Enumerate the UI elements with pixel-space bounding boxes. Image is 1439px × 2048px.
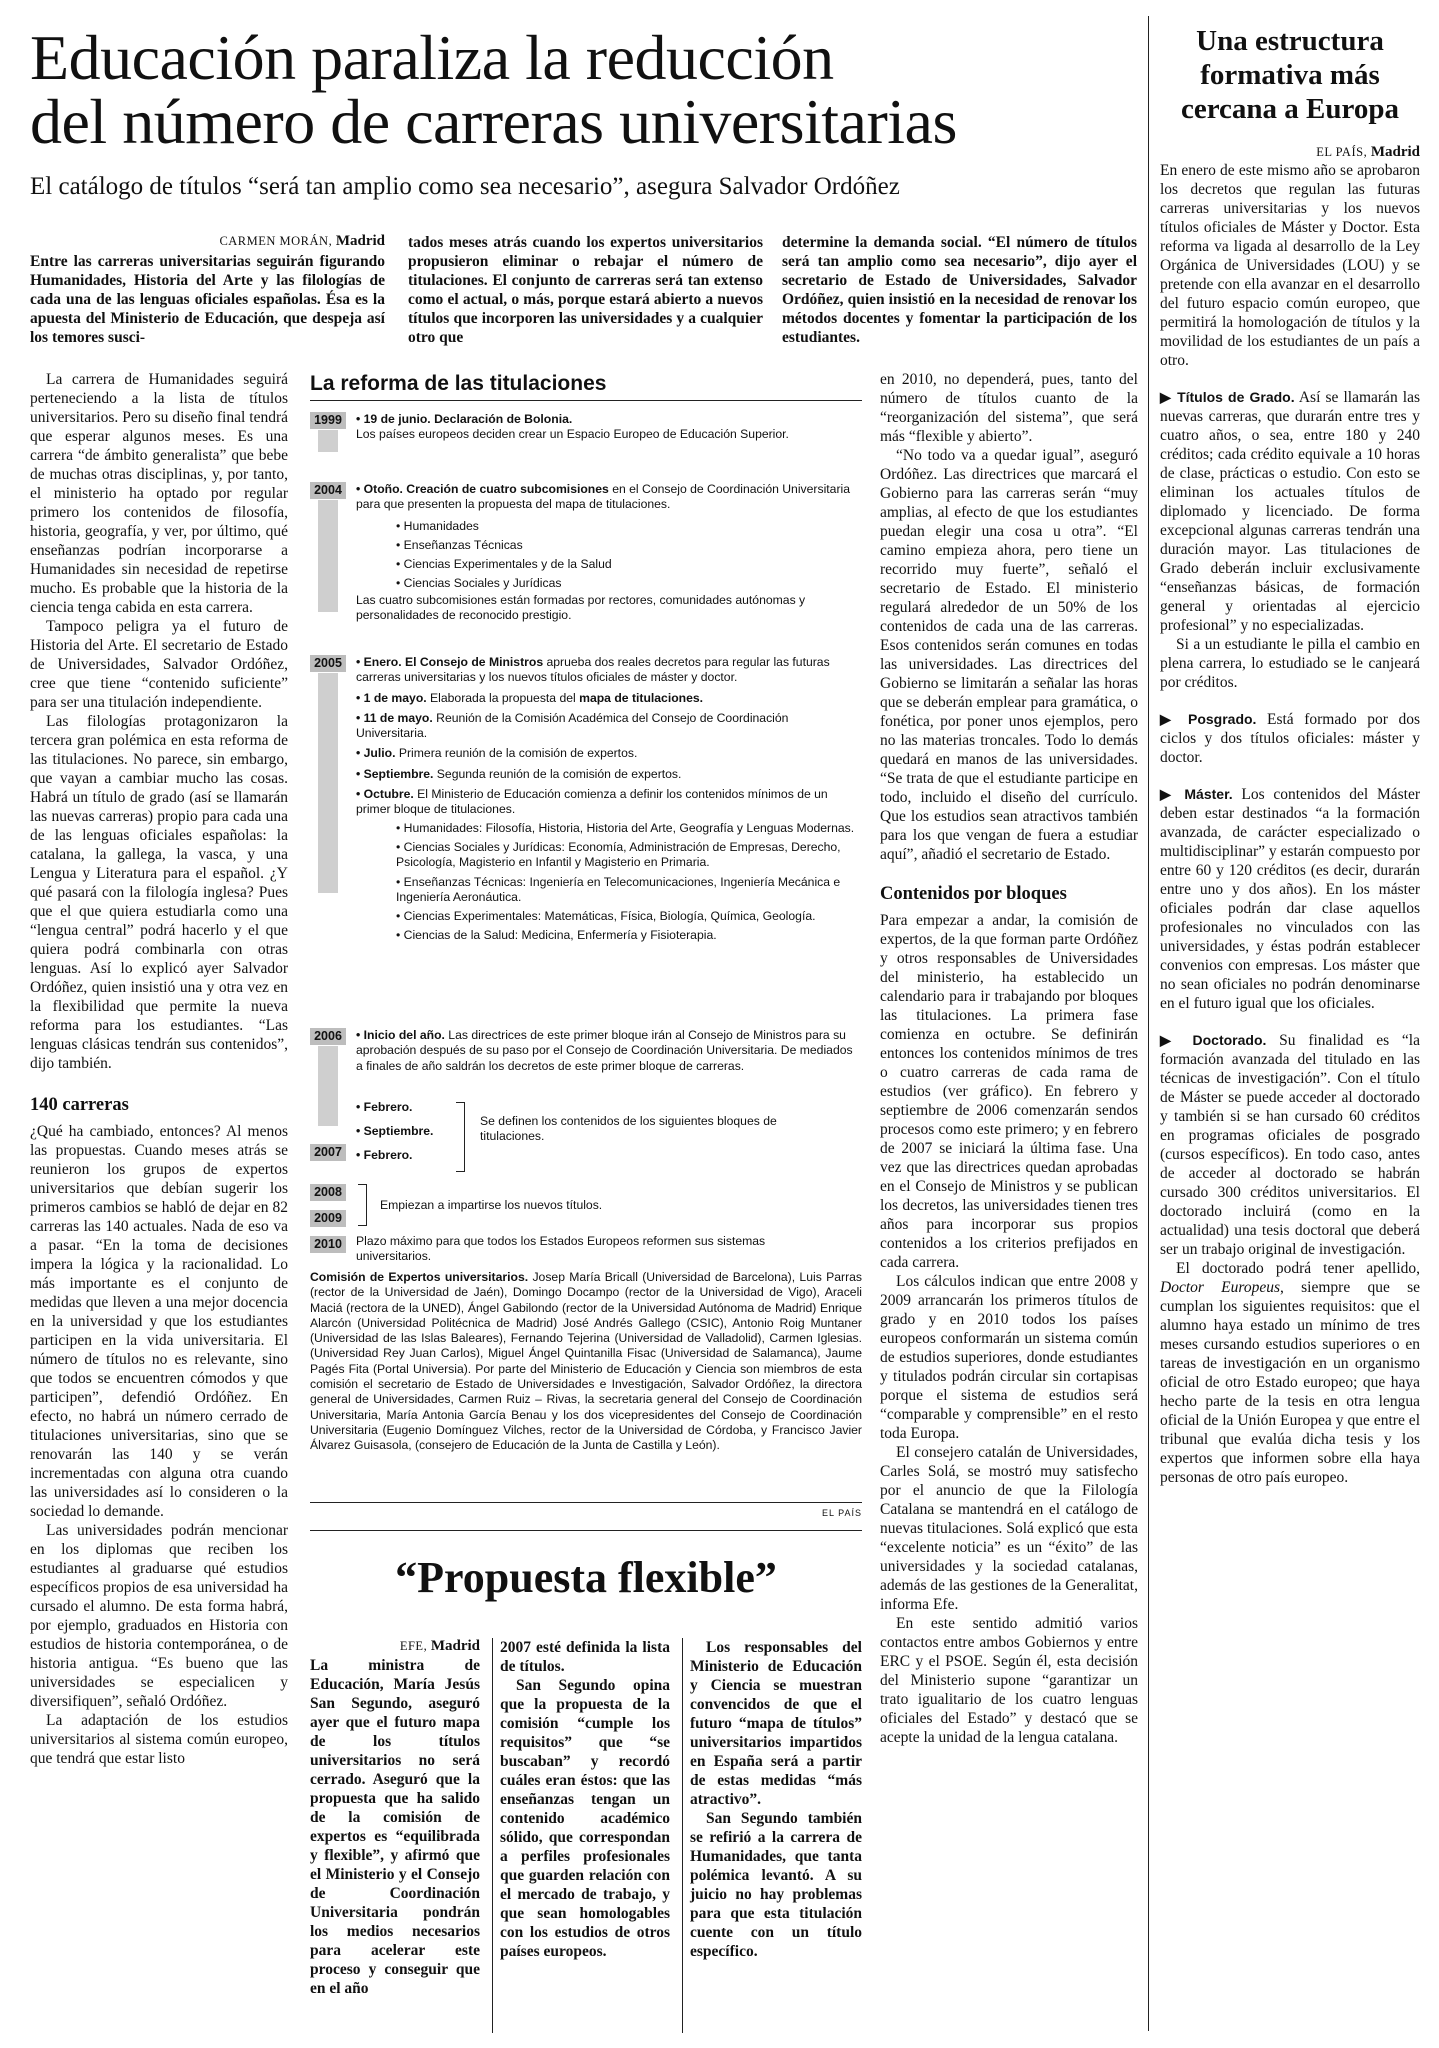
col3-paragraph: En este sentido admitió varios contactos entre ambos Gobiernos y entre ERC y el PSOE. Según él, esta decisión del Ministerio supone “garantizar un trato igualitario de los cuatro lenguas oficiales del Estado” y destacó que se acepte la unidad de la lengua catalana.: [880, 1615, 1138, 1746]
sidebar-divider: [1148, 16, 1149, 2031]
subcommission-list: [356, 517, 862, 593]
event-feb-2007: • Febrero.: [356, 1148, 413, 1162]
col3-paragraph: Para empezar a andar, la comisión de expertos, de la que forman parte Ordóñez y otros responsables de Universidades del ministerio, ha establecido un calendario para ir trabajando por bloques las titulaciones. La primera fase comienza en octubre. Se definirán entonces los contenidos mínimos de tres o cuatro carreras de cada rama de estudios (ver gráfico). En febrero y septiembre de 2006 comenzarán sendos procesos como este primero; y en febrero de 2007 se iniciará la última fase. Una vez que las directrices quedan aprobadas en el Consejo de Ministros y se publican los decretos, las universidades tienen tres años para incorporar sus propios contenidos a los criterios prefijados en cada carrera.: [880, 912, 1138, 1271]
related-story-top-rule: [310, 1530, 862, 1531]
event-head: • Octubre.: [356, 787, 414, 802]
event-text: Las directrices de este primer bloque irán al Consejo de Ministros para su aprobación después de su paso por el Consejo de Coordinación Universitaria. De mediados a finales de año saldrán los decretos de este primer bloque de carreras.: [356, 1028, 853, 1073]
deck: El catálogo de títulos “será tan amplio como sea necesario”, asegura Salvador Ordóñez: [30, 173, 900, 200]
degree-block-list: [356, 821, 862, 944]
year-bar: [318, 673, 338, 893]
related-paragraph: San Segundo opina que la propuesta de la comisión “cumple los requisitos” que “se buscaban” y recordó cuáles eran éstos: que las enseñanzas tengan un contenido académico sólido, que correspondan a perfiles profesionales que guarden relación con el mercado de trabajo, y que sean homologables con los estudios de otros países europeos.: [500, 1677, 670, 1960]
col3-paragraph: El consejero catalán de Universidades, Carles Solá, se mostró muy satisfecho por el anuncio de que la Filología Catalana se mantendrá en el catálogo de nuevas titulaciones. Solá explicó que esta “excelente noticia” es un “éxito” de las universidades y la sociedad catalanas, además de las gestiones de la Generalitat, informa Efe.: [880, 1444, 1138, 1613]
year-bar: [318, 430, 338, 452]
list-item: • Enseñanzas Técnicas: Ingeniería en Telecomunicaciones, Ingeniería Mecánica e Ingeniería Aeronáutica.: [396, 875, 862, 906]
sidebar-section-posgrado: [1160, 710, 1420, 767]
event-2004: [356, 482, 862, 623]
sidebar-paragraph: Si a un estudiante le pilla el cambio en plena carrera, lo estudiado se le canjeará por créditos.: [1160, 636, 1420, 691]
text-part: , siempre que se cumplan los siguientes requisitos: que el alumno haya estado un mínimo de tres meses cursando estudios superiores o en tareas de investigación en un organismo oficial de otro Estado europeo; que haya hecho parte de la tesis en otra lengua oficial de la Unión Europea y que entre el tribunal que evalúa dicha tesis y los expertos que informen sobre ella haya personas de otro país europeo.: [1160, 1279, 1421, 1486]
reform-timeline-graphic: [310, 372, 862, 1518]
bracket-note: Se definen los contenidos de los siguientes bloques de titulaciones.: [480, 1114, 777, 1144]
list-item: • Ciencias Sociales y Jurídicas: Economía, Administración de Empresas, Derecho, Psicología, Magisterio en Infantil y Magisterio en Primaria.: [396, 840, 862, 871]
section-text: Así se llamarán las nuevas carreras, que durarán entre tres y cuatro años, o sea, entre 180 y 240 créditos; cada crédito equivale a 10 horas de clase, prácticas o estudio. Con esto se eliminan los actuales títulos de diplomado y licenciado. De forma excepcional algunas carreras tendrán una duración mayor. Las titulaciones de Grado deberán incluir exclusivamente “enseñanzas básicas, de formación general y orientadas al ejercicio profesional” y no especializadas.: [1160, 389, 1420, 634]
column-rule: [682, 1638, 683, 2033]
event-text: Segunda reunión de la comisión de expertos.: [433, 766, 682, 781]
col3-paragraph: Los cálculos indican que entre 2008 y 2009 arrancarán los primeros títulos de grado y en 2010 todos los países europeos conformarán un sistema común de estudios superiores, donde estudiantes y titulados podrán circular sin cortapisas porque el sistema de estudios será “comparable y comprensible” en el resto toda Europa.: [880, 1273, 1138, 1442]
year-2010: 2010: [310, 1236, 346, 1253]
bracket: [358, 1184, 367, 1226]
sidebar-byline: [1160, 144, 1420, 161]
related-col-a: La ministra de Educación, María Jesús San Segundo, aseguró ayer que el futuro mapa de los títulos universitarios no será cerrado. Aseguró que la propuesta que ha salido de la comisión de expertos es “equilibrada y flexible”, y afirmó que el Ministerio y el Consejo de Coordinación Universitaria pondrán los medios necesarios para acelerar este proceso y conseguir que en el año: [310, 1657, 480, 1997]
column-1: [30, 370, 288, 1768]
event-feb-2006: • Febrero.: [356, 1100, 413, 1114]
section-text: Los contenidos del Máster deben estar destinados “a la formación avanzada, de carácter especializado o multidisciplinar” y estarán compuesto por entre 60 y 120 créditos (es decir, durarán entre uno y dos años). En los máster oficiales podrán dar clase aquellos profesionales no vinculados con las universidades, y éstas podrán establecer convenios con empresas. Los máster que no sean oficiales no podrán denominarse en el futuro igual que los oficiales.: [1160, 786, 1420, 1012]
graphic-bottom-rule: [310, 1502, 862, 1503]
event-head: • Enero. El Consejo de Ministros: [356, 655, 544, 669]
event-text: Elaborada la propuesta del: [426, 690, 580, 705]
list-item: • Humanidades: Filosofía, Historia, Historia del Arte, Geografía y Lenguas Modernas.: [396, 821, 862, 836]
col3-paragraph: en 2010, no dependerá, pues, tanto del número de títulos cuanto de la “reorganización del sistema”, que será más “flexible y abierto”.: [880, 371, 1138, 445]
list-item: • Ciencias Experimentales y de la Salud: [396, 555, 862, 574]
bracket: [456, 1102, 465, 1172]
sidebar-section-doctorado: [1160, 1031, 1420, 1259]
year-bar: [318, 500, 338, 612]
lead-col-1: Entre las carreras universitarias seguirán figurando Humanidades, Historia del Arte y las filologías de cada una de las lenguas oficiales españolas. Ésa es la apuesta del Ministerio de Educación, que despeja así los temores susci-: [30, 253, 385, 346]
sidebar: [1160, 24, 1420, 1487]
event-head: • Julio.: [356, 746, 396, 761]
related-paragraph: 2007 esté definida la lista de títulos.: [500, 1639, 670, 1675]
year-2005: 2005: [310, 655, 346, 672]
related-paragraph: Los responsables del Ministerio de Educación y Ciencia se muestran convencidos de que el futuro “mapa de títulos” universitarios impartidos en España será a partir de estas medidas “más atractivo”.: [690, 1639, 862, 1808]
headline-line-1: Educación paraliza la reducción: [30, 22, 834, 93]
byline-place: Madrid: [430, 1638, 480, 1654]
event-head: • 11 de mayo.: [356, 710, 433, 725]
bracket-note: Empiezan a impartirse los nuevos títulos.: [380, 1198, 603, 1212]
list-item: • Enseñanzas Técnicas: [396, 536, 862, 555]
year-1999: 1999: [310, 412, 346, 429]
col1-paragraph: Las filologías protagonizaron la tercera gran polémica en esta reforma de las titulaciones. No parece, sin embargo, que vayan a cambiar mucho las cosas. Habrá un título de grado (así se llamarán las nuevas carreras) propio para cada una de las lenguas oficiales españolas: la catalana, la gallega, la vasca, y una Lengua y Literatura para el español. ¿Y qué pasará con la filología inglesa? Pues que el que quiera estudiarla como una “lengua central” podrá hacerlo y el que quiera podrá combinarla con otras lenguas. Así lo explicó ayer Salvador Ordóñez, quien insistió una y otra vez en la flexibilidad que permite la nueva reforma para los estudiantes. “Las lenguas clásicas tendrán sus contenidos”, dijo también.: [30, 713, 288, 1072]
event-text: en el Consejo de Coordinación Universitaria para que presenten la propuesta del mapa de titulaciones.: [356, 482, 850, 512]
headline: [30, 22, 1130, 157]
list-item: • Humanidades: [396, 517, 862, 536]
sidebar-section-grado: [1160, 388, 1420, 635]
graphic-title-rule: [310, 400, 862, 401]
lead-col-3: determine la demanda social. “El número de títulos será tan amplio como sea necesario”, dijo ayer el secretario de Estado de Universidades, Salvador Ordóñez, quien insistió en la necesidad de renovar los métodos docentes y fomentar la participación de los estudiantes.: [782, 234, 1137, 346]
related-story-byline: [310, 1638, 480, 1655]
col1-subhead: 140 carreras: [30, 1095, 129, 1115]
sidebar-paragraph: [1160, 1259, 1420, 1487]
event-text: aprueba dos reales decretos para regular las futuras carreras universitarias y los nuevos títulos oficiales de máster y doctor.: [356, 655, 830, 685]
event-head: • 19 de junio. Declaración de Bolonia.: [356, 412, 573, 426]
text-part: El doctorado podrá tener apellido,: [1176, 1260, 1420, 1277]
section-text: Está formado por dos ciclos y dos títulos oficiales: máster y doctor.: [1160, 711, 1420, 766]
list-item: • Ciencias de la Salud: Medicina, Enfermería y Fisioterapia.: [396, 928, 862, 943]
related-col-b: [500, 1638, 670, 1961]
year-2006: 2006: [310, 1028, 346, 1045]
event-head: • Septiembre.: [356, 766, 434, 781]
event-1999: [356, 412, 862, 443]
section-label: ▶ Posgrado.: [1160, 711, 1257, 727]
col1-paragraph: La carrera de Humanidades seguirá perteneciendo a la lista de títulos universitarios. Pero su diseño final tendrá que esperar algunos meses. Es una carrera “de ámbito generalista” que bebe de muchas otras disciplinas, y, por tanto, el ministerio ha optado por regular primero los contenidos de filosofía, historia, geografía, y ver, por último, qué enseñanzas podrían incorporarse a Humanidades sin necesidad de repetirse mucho. Es probable que la historia de la ciencia tenga cabida en esta carrera.: [30, 371, 288, 616]
sidebar-title: Una estructura formativa más cercana a Europa: [1180, 25, 1400, 125]
event-2005: [356, 655, 862, 944]
headline-line-2: del número de carreras universitarias: [30, 86, 957, 157]
byline-author: CARMEN MORÁN,: [219, 234, 333, 248]
event-head: • Inicio del año.: [356, 1028, 445, 1042]
event-bold: mapa de titulaciones.: [579, 690, 704, 705]
col1-paragraph: ¿Qué ha cambiado, entonces? Al menos las propuestas. Cuando meses atrás se reunieron los grupos de expertos universitarios que debían sugerir los primeros cambios se habló de dejar en 82 carreras las 140 actuales. Nada de eso va a pasar. “En la toma de decisiones impera la lógica y la racionalidad. Lo más importante es el conjunto de medidas que lleven a una mejor docencia en la universidad y que los estudiantes participen en la vida universitaria. El número de títulos no es relevante, sino que todos se encuentren cómodos y que participen”, defendió Ordóñez. En efecto, no habrá un número cerrado de titulaciones universitarias, sino que se renovarán las 140 y se verán incrementadas con alguna otra cuando las universidades así lo consideren o la sociedad lo demande.: [30, 1123, 288, 1520]
event-text: Reunión de la Comisión Académica del Consejo de Coordinación Universitaria.: [356, 710, 789, 741]
event-sep-2006: • Septiembre.: [356, 1124, 434, 1138]
event-2006: [356, 1028, 862, 1074]
event-2010: Plazo máximo para que todos los Estados Europeos reformen sus sistemas universitarios.: [356, 1234, 766, 1264]
column-rule: [492, 1638, 493, 2033]
section-label: ▶ Doctorado.: [1160, 1032, 1267, 1048]
related-story-title: “Propuesta flexible”: [395, 1553, 777, 1602]
commission-head: Comisión de Expertos universitarios.: [310, 1270, 529, 1284]
event-note: Las cuatro subcomisiones están formadas por rectores, comunidades autónomas y personalidades de reconocido prestigio.: [356, 592, 806, 622]
commission-list: [310, 1270, 862, 1454]
year-bar: [318, 1046, 338, 1126]
byline-place: Madrid: [335, 233, 385, 249]
byline-paper: EL PAÍS,: [1316, 145, 1368, 159]
col3-paragraph: “No todo va a quedar igual”, aseguró Ordóñez. Las directrices que marcará el Gobierno para las carreras serán “muy amplias, al efecto de que los estudiantes puedan elegir una cosa u otra”. “El camino empieza ahora, pero tiene un recorrido muy fuerte”, señaló el secretario de Estado. El ministerio regulará alrededor de un 50% de los contenidos de cada una de las carreras. Esos contenidos serán comunes en todas las universidades. Las directrices del Gobierno se limitarán a señalar las horas que se deberán emplear para gramática, o fonética, por poner unos ejemplos, pero no las materias troncales. Todo lo demás quedará en manos de las universidades. “Se trata de que el estudiante participe en todo, incluido el diseño del currículo. Que los estudios sean atractivos también para los que vengan de fuera a estudiar aquí”, añadió el secretario de Estado.: [880, 447, 1138, 863]
doctor-europeus: Doctor Europeus: [1160, 1279, 1281, 1296]
byline-agency: EFE,: [399, 1639, 428, 1653]
related-col-c: [690, 1638, 862, 1961]
byline: [160, 233, 385, 250]
lead-col-2: tados meses atrás cuando los expertos universitarios propusieron eliminar o rebajar el número de titulaciones. El conjunto de carreras será tan extenso como el actual, o más, porque estará abierto a nuevos títulos que incorporen las universidades y a cualquier otro que: [408, 234, 763, 346]
event-head: • 1 de mayo.: [356, 690, 427, 705]
graphic-credit: EL PAÍS: [821, 1508, 862, 1518]
event-text: Los países europeos deciden crear un Espacio Europeo de Educación Superior.: [356, 427, 789, 442]
year-2007: 2007: [310, 1144, 346, 1161]
year-2004: 2004: [310, 482, 346, 499]
section-label: ▶ Títulos de Grado.: [1160, 389, 1295, 405]
list-item: • Ciencias Sociales y Jurídicas: [396, 574, 862, 593]
event-head: • Otoño. Creación de cuatro subcomisiones: [356, 482, 609, 496]
related-paragraph: San Segundo también se refirió a la carrera de Humanidades, que tanta polémica levantó. A su juicio no hay problemas para que esta titulación cuente con un título específico.: [690, 1810, 862, 1960]
col1-paragraph: Las universidades podrán mencionar en los diplomas que reciben los estudiantes al graduarse qué estudios específicos propios de esa universidad ha cursado el alumno. De esta forma habrá, por ejemplo, graduados en Historia con estudios de historia contemporánea, o de historia antigua. “Es bueno que las universidades se especialicen y diversifiquen”, señaló Ordóñez.: [30, 1522, 288, 1710]
event-text: El Ministerio de Educación comienza a definir los contenidos mínimos de un primer bloque de titulaciones.: [356, 787, 828, 817]
sidebar-intro: En enero de este mismo año se aprobaron los decretos que regulan las futuras carreras universitarias y los nuevos títulos oficiales de Máster y Doctor. Esta reforma va ligada al desarrollo de la Ley Orgánica de Universidades (LOU) y se pretende con ella avanzar en el desarrollo del futuro espacio común europeo, que permitirá la homologación de títulos y la movilidad de los estudiantes de un país a otro.: [1160, 162, 1420, 369]
graphic-title: La reforma de las titulaciones: [310, 372, 607, 395]
column-3: [880, 370, 1138, 1747]
col1-paragraph: Tampoco peligra ya el futuro de Historia del Arte. El secretario de Estado de Universidades, Salvador Ordóñez, cree que tiene “contenido suficiente” para ser una titulación independiente.: [30, 618, 288, 711]
col1-paragraph: La adaptación de los estudios universitarios al sistema común europeo, que tendrá que estar listo: [30, 1712, 288, 1767]
event-text: Primera reunión de la comisión de expertos.: [395, 746, 638, 761]
col3-subhead: Contenidos por bloques: [880, 884, 1067, 904]
sidebar-section-master: [1160, 785, 1420, 1013]
year-2009: 2009: [310, 1210, 346, 1227]
list-item: • Ciencias Experimentales: Matemáticas, Física, Biología, Química, Geología.: [396, 909, 862, 924]
section-text: Su finalidad es “la formación avanzada del titulado en las técnicas de investigación”. Con el título de Máster se puede acceder al doctorado y también si se han cursado 60 créditos en programas oficiales de posgrado (cursos específicos). En todo caso, antes de acceder al doctorado se habrán cursado 300 créditos universitarios. El doctorado incluirá (como en la actualidad) una tesis doctoral que deberá ser un trabajo original de investigación.: [1160, 1032, 1420, 1258]
year-2008: 2008: [310, 1184, 346, 1201]
section-label: ▶ Máster.: [1160, 786, 1233, 802]
byline-place: Madrid: [1370, 144, 1420, 160]
commission-text: Josep María Bricall (Universidad de Barcelona), Luis Parras (rector de la Universidad de Jaén), Domingo Docampo (rector de la Universidad de Vigo), Araceli Maciá (rectora de la UNED), Ángel Gabilondo (rector de la Universidad Autónoma de Madrid) Enrique Alarcón (Universidad Politécnica de Madrid) José Andrés Gallego (CSIC), Antonio Roig Muntaner (Universidad de las Islas Baleares), Fernando Tejerina (Universidad de Valladolid), Carmen Iglesias. (Universidad Rey Juan Carlos), Miguel Ángel Quintanilla Fisac (Universidad de Salamanca), Jaume Pagés Fita (Portal Universia). Por parte del Ministerio de Educación y Ciencia son miembros de esta comisión el secretario de Estado de Universidades e Investigación, Salvador Ordóñez, la directora general de Universidades, Carmen Ruiz – Rivas, la secretaria general del Consejo de Coordinación Universitaria, María Antonia García Benau y los dos vicepresidentes del Consejo de Coordinación Universitaria (Eugenio Domínguez Vilches, rector de la Universidad de Córdoba, y Francisco Javier Álvarez Guisasola, (consejero de Educación de la Junta de Castilla y León).: [310, 1270, 862, 1453]
related-story: [310, 1530, 862, 2035]
